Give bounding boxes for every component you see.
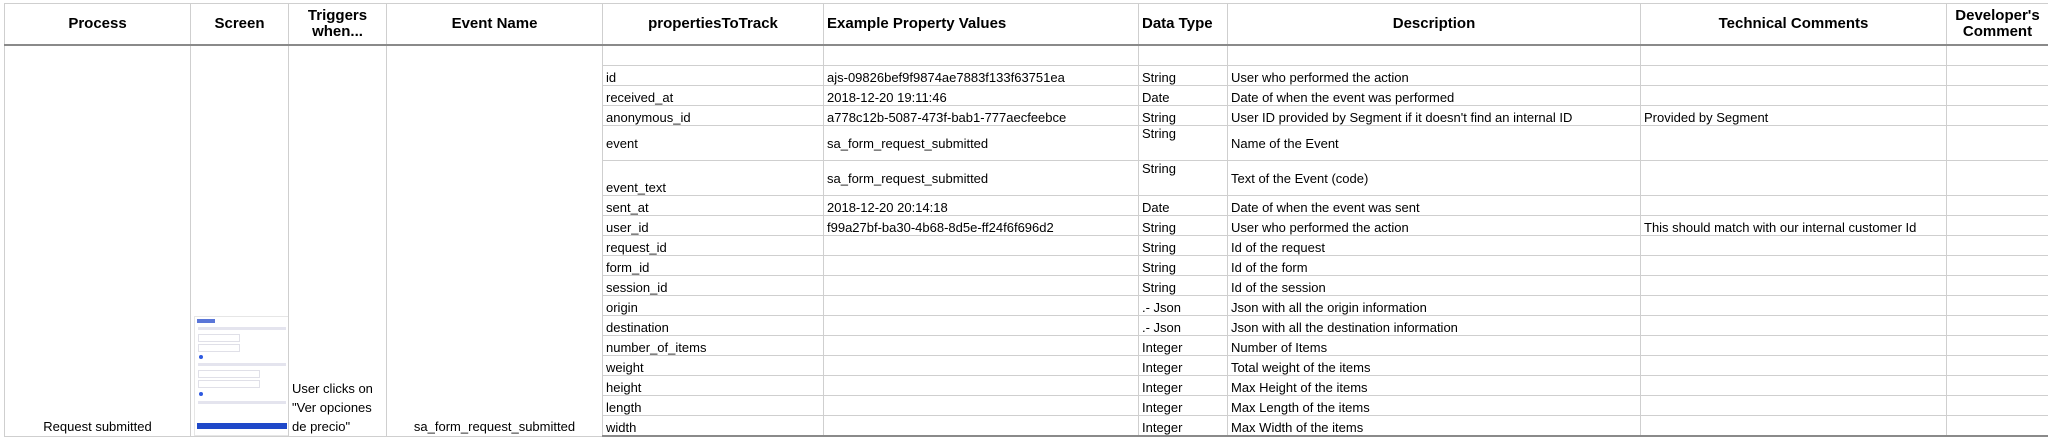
header-developers-comment[interactable]: Developer's Comment [1947, 4, 2048, 46]
developer-comment-cell[interactable] [1947, 276, 2048, 296]
property-name-cell[interactable]: weight [603, 356, 824, 376]
example-value-cell[interactable] [824, 356, 1139, 376]
developer-comment-cell[interactable] [1947, 236, 2048, 256]
technical-comment-cell[interactable] [1641, 196, 1947, 216]
dev-cell[interactable] [1947, 45, 2048, 66]
description-cell[interactable]: Json with all the origin information [1228, 296, 1641, 316]
header-technical-comments[interactable]: Technical Comments [1641, 4, 1947, 46]
example-value-cell[interactable]: a778c12b-5087-473f-bab1-777aecfeebce [824, 106, 1139, 126]
data-type-cell[interactable]: String [1139, 236, 1228, 256]
developer-comment-cell[interactable] [1947, 336, 2048, 356]
description-cell[interactable]: Date of when the event was sent [1228, 196, 1641, 216]
developer-comment-cell[interactable] [1947, 196, 2048, 216]
header-properties[interactable]: propertiesToTrack [603, 4, 824, 46]
technical-comment-cell[interactable] [1641, 236, 1947, 256]
technical-comment-cell[interactable] [1641, 416, 1947, 437]
description-cell[interactable]: Id of the request [1228, 236, 1641, 256]
event-name-cell[interactable]: sa_form_request_submitted [387, 45, 603, 436]
developer-comment-cell[interactable] [1947, 356, 2048, 376]
data-type-cell[interactable]: Date [1139, 86, 1228, 106]
properties-cell[interactable] [603, 45, 824, 66]
example-value-cell[interactable]: 2018-12-20 20:14:18 [824, 196, 1139, 216]
data-type-cell[interactable]: Integer [1139, 416, 1228, 437]
technical-comment-cell[interactable] [1641, 376, 1947, 396]
technical-comment-cell[interactable] [1641, 336, 1947, 356]
property-name-cell[interactable]: form_id [603, 256, 824, 276]
process-cell[interactable]: Request submitted [5, 45, 191, 436]
data-type-cell[interactable]: Integer [1139, 336, 1228, 356]
header-triggers[interactable]: Triggers when... [289, 4, 387, 46]
screen-cell[interactable] [191, 45, 289, 436]
technical-comment-cell[interactable] [1641, 296, 1947, 316]
data-type-cell[interactable]: String [1139, 256, 1228, 276]
type-cell[interactable] [1139, 45, 1228, 66]
developer-comment-cell[interactable] [1947, 256, 2048, 276]
data-type-cell[interactable]: String [1139, 66, 1228, 86]
developer-comment-cell[interactable] [1947, 396, 2048, 416]
description-cell[interactable]: User who performed the action [1228, 66, 1641, 86]
data-type-cell[interactable]: Integer [1139, 356, 1228, 376]
example-value-cell[interactable] [824, 296, 1139, 316]
property-name-cell[interactable]: event [603, 126, 824, 161]
data-type-cell[interactable]: Date [1139, 196, 1228, 216]
example-value-cell[interactable]: 2018-12-20 19:11:46 [824, 86, 1139, 106]
property-name-cell[interactable]: request_id [603, 236, 824, 256]
technical-comment-cell[interactable] [1641, 66, 1947, 86]
technical-comment-cell[interactable] [1641, 256, 1947, 276]
example-value-cell[interactable]: f99a27bf-ba30-4b68-8d5e-ff24f6f696d2 [824, 216, 1139, 236]
property-name-cell[interactable]: sent_at [603, 196, 824, 216]
property-name-cell[interactable]: session_id [603, 276, 824, 296]
technical-comment-cell[interactable] [1641, 356, 1947, 376]
property-name-cell[interactable]: id [603, 66, 824, 86]
example-value-cell[interactable]: ajs-09826bef9f9874ae7883f133f63751ea [824, 66, 1139, 86]
property-name-cell[interactable]: received_at [603, 86, 824, 106]
property-name-cell[interactable]: user_id [603, 216, 824, 236]
data-type-cell[interactable]: String [1139, 106, 1228, 126]
header-example-values[interactable]: Example Property Values [824, 4, 1139, 46]
example-value-cell[interactable]: sa_form_request_submitted [824, 161, 1139, 196]
technical-comment-cell[interactable] [1641, 161, 1947, 196]
example-value-cell[interactable]: sa_form_request_submitted [824, 126, 1139, 161]
technical-comment-cell[interactable] [1641, 316, 1947, 336]
developer-comment-cell[interactable] [1947, 296, 2048, 316]
developer-comment-cell[interactable] [1947, 316, 2048, 336]
description-cell[interactable]: Text of the Event (code) [1228, 161, 1641, 196]
example-value-cell[interactable] [824, 236, 1139, 256]
developer-comment-cell[interactable] [1947, 416, 2048, 437]
description-cell[interactable]: Date of when the event was performed [1228, 86, 1641, 106]
example-value-cell[interactable] [824, 276, 1139, 296]
property-name-cell[interactable]: height [603, 376, 824, 396]
trigger-cell[interactable]: User clicks on "Ver opciones de precio" [289, 45, 387, 436]
property-name-cell[interactable]: event_text [603, 161, 824, 196]
developer-comment-cell[interactable] [1947, 161, 2048, 196]
description-cell[interactable]: Name of the Event [1228, 126, 1641, 161]
developer-comment-cell[interactable] [1947, 66, 2048, 86]
description-cell[interactable] [1228, 45, 1641, 66]
technical-comment-cell[interactable] [1641, 276, 1947, 296]
technical-comment-cell[interactable] [1641, 86, 1947, 106]
description-cell[interactable]: User who performed the action [1228, 216, 1641, 236]
header-data-type[interactable]: Data Type [1139, 4, 1228, 46]
property-name-cell[interactable]: destination [603, 316, 824, 336]
property-name-cell[interactable]: length [603, 396, 824, 416]
description-cell[interactable]: Max Height of the items [1228, 376, 1641, 396]
developer-comment-cell[interactable] [1947, 376, 2048, 396]
data-type-cell[interactable]: Integer [1139, 376, 1228, 396]
data-type-cell[interactable]: .- Json [1139, 296, 1228, 316]
header-description[interactable]: Description [1228, 4, 1641, 46]
data-type-cell[interactable]: String [1139, 216, 1228, 236]
developer-comment-cell[interactable] [1947, 126, 2048, 161]
example-value-cell[interactable] [824, 376, 1139, 396]
developer-comment-cell[interactable] [1947, 106, 2048, 126]
developer-comment-cell[interactable] [1947, 86, 2048, 106]
data-type-cell[interactable]: .- Json [1139, 316, 1228, 336]
description-cell[interactable]: User ID provided by Segment if it doesn't find an internal ID [1228, 106, 1641, 126]
example-value-cell[interactable] [824, 396, 1139, 416]
screen-thumbnail [194, 316, 289, 436]
example-cell[interactable] [824, 45, 1139, 66]
header-row [5, 4, 2048, 46]
tracking-plan-table [4, 3, 2048, 437]
tech-cell[interactable] [1641, 45, 1947, 66]
property-name-cell[interactable]: anonymous_id [603, 106, 824, 126]
data-type-cell[interactable]: String [1139, 126, 1228, 161]
description-cell[interactable]: Id of the form [1228, 256, 1641, 276]
data-type-cell[interactable]: String [1139, 161, 1228, 196]
header-process[interactable]: Process [5, 4, 191, 46]
description-cell[interactable]: Max Width of the items [1228, 416, 1641, 437]
technical-comment-cell[interactable] [1641, 396, 1947, 416]
technical-comment-cell[interactable]: This should match with our internal customer Id [1641, 216, 1947, 236]
property-name-cell[interactable]: width [603, 416, 824, 437]
description-cell[interactable]: Json with all the destination information [1228, 316, 1641, 336]
description-cell[interactable]: Total weight of the items [1228, 356, 1641, 376]
description-cell[interactable]: Max Length of the items [1228, 396, 1641, 416]
developer-comment-cell[interactable] [1947, 216, 2048, 236]
example-value-cell[interactable] [824, 256, 1139, 276]
header-screen[interactable]: Screen [191, 4, 289, 46]
property-name-cell[interactable]: number_of_items [603, 336, 824, 356]
example-value-cell[interactable] [824, 336, 1139, 356]
description-cell[interactable]: Number of Items [1228, 336, 1641, 356]
table-row-spacer [5, 45, 2048, 66]
property-name-cell[interactable]: origin [603, 296, 824, 316]
example-value-cell[interactable] [824, 316, 1139, 336]
description-cell[interactable]: Id of the session [1228, 276, 1641, 296]
example-value-cell[interactable] [824, 416, 1139, 437]
technical-comment-cell[interactable]: Provided by Segment [1641, 106, 1947, 126]
technical-comment-cell[interactable] [1641, 126, 1947, 161]
data-type-cell[interactable]: String [1139, 276, 1228, 296]
data-type-cell[interactable]: Integer [1139, 396, 1228, 416]
header-event-name[interactable]: Event Name [387, 4, 603, 46]
